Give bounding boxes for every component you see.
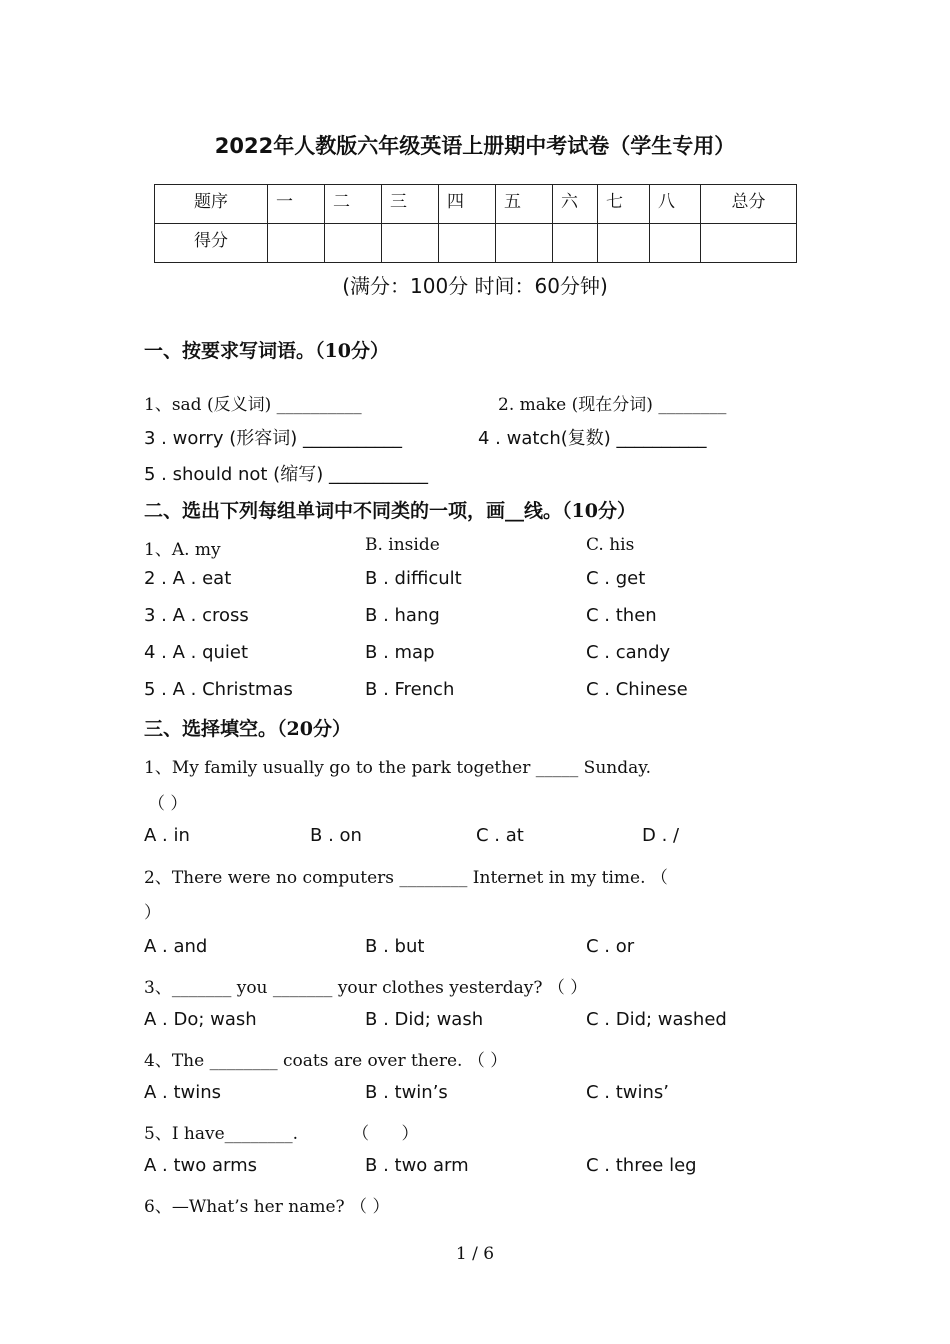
s3-q1-opt-d: D . / xyxy=(642,825,680,846)
s1-q3: 3 . worry (形容词) ___________ xyxy=(144,428,402,449)
exam-note: (满分：100分 时间：60分钟) xyxy=(342,274,608,298)
s2-r1-c: C. his xyxy=(586,535,635,555)
s2-r5-a: 5 . A . Christmas xyxy=(144,679,293,700)
page-number: 1 / 6 xyxy=(455,1244,495,1264)
score-header-cell: 八 xyxy=(650,185,701,224)
s2-r3-b: B . hang xyxy=(365,605,440,626)
s3-q3-opt-a: A . Do; wash xyxy=(144,1009,257,1030)
s3-q5-opt-b: B . two arm xyxy=(365,1155,469,1176)
score-header-cell: 题序 xyxy=(155,185,268,224)
score-header-cell: 总分 xyxy=(701,185,797,224)
s3-q4-opt-b: B . twin’s xyxy=(365,1082,448,1103)
score-table-score-row xyxy=(155,224,797,263)
s2-r3-a: 3 . A . cross xyxy=(144,605,249,626)
section1-heading-score: （10分） xyxy=(315,340,389,362)
s2-r4-a: 4 . A . quiet xyxy=(144,642,249,663)
score-cell[interactable] xyxy=(701,224,797,263)
score-table-header-row xyxy=(155,185,797,224)
section3-heading-main: 三、选择填空。 xyxy=(144,718,278,740)
score-cell[interactable] xyxy=(598,224,650,263)
section2-heading-score: （10分） xyxy=(562,500,636,522)
s3-q2-paren: ） xyxy=(144,903,161,923)
s1-q2: 2. make (现在分词) ________ xyxy=(498,395,727,415)
s3-q1-paren: （ ） xyxy=(148,794,188,814)
score-cell[interactable] xyxy=(325,224,382,263)
s2-r1-a: 1、A. my xyxy=(144,540,221,560)
score-header-cell: 二 xyxy=(325,185,382,224)
score-header-cell: 六 xyxy=(553,185,598,224)
s3-q3-opt-c: C . Did; washed xyxy=(586,1009,727,1030)
s3-q4-text: 4、The ________ coats are over there. （ ） xyxy=(144,1051,508,1071)
section2-heading xyxy=(144,496,636,523)
section1-heading-main: 一、按要求写词语。 xyxy=(144,340,316,362)
s2-r5-c: C . Chinese xyxy=(586,679,688,700)
s3-q4-opt-a: A . twins xyxy=(144,1082,222,1103)
s3-q5-opt-c: C . three leg xyxy=(586,1155,697,1176)
score-header-cell: 五 xyxy=(496,185,553,224)
s1-q4: 4 . watch(复数) __________ xyxy=(478,428,707,449)
s3-q6-text: 6、—What’s her name? （ ） xyxy=(144,1197,390,1217)
section1-heading xyxy=(144,336,389,363)
s3-q5-text: 5、I have________. （ ） xyxy=(144,1124,419,1144)
s3-q2-opt-c: C . or xyxy=(586,936,635,957)
section2-heading-main: 二、选出下列每组单词中不同类的一项，画__线。 xyxy=(144,500,563,522)
s2-r3-c: C . then xyxy=(586,605,657,626)
score-cell[interactable] xyxy=(650,224,701,263)
s3-q2-opt-a: A . and xyxy=(144,936,208,957)
score-header-cell: 四 xyxy=(439,185,496,224)
s3-q1-opt-c: C . at xyxy=(476,825,524,846)
s3-q1-opt-b: B . on xyxy=(310,825,362,846)
s3-q4-opt-c: C . twins’ xyxy=(586,1082,670,1103)
s3-q5-opt-a: A . two arms xyxy=(144,1155,258,1176)
score-cell[interactable] xyxy=(553,224,598,263)
score-cell[interactable] xyxy=(382,224,439,263)
s3-q3-opt-b: B . Did; wash xyxy=(365,1009,484,1030)
s2-r2-b: B . difficult xyxy=(365,568,462,589)
s2-r1-b: B. inside xyxy=(365,535,440,555)
s2-r4-c: C . candy xyxy=(586,642,671,663)
s3-q2-text: 2、There were no computers ________ Internet in my time. （ xyxy=(144,868,668,888)
section3-heading xyxy=(144,714,351,741)
score-header-cell: 三 xyxy=(382,185,439,224)
score-cell[interactable] xyxy=(268,224,325,263)
s2-r5-b: B . French xyxy=(365,679,455,700)
score-table xyxy=(154,184,797,263)
s3-q2-opt-b: B . but xyxy=(365,936,425,957)
s1-q5: 5 . should not (缩写) ___________ xyxy=(144,464,428,485)
score-header-cell: 一 xyxy=(268,185,325,224)
s2-r2-a: 2 . A . eat xyxy=(144,568,232,589)
score-header-cell: 七 xyxy=(598,185,650,224)
s2-r2-c: C . get xyxy=(586,568,646,589)
s3-q3-text: 3、_______ you _______ your clothes yesterday? （ ） xyxy=(144,978,588,998)
s3-q1-opt-a: A . in xyxy=(144,825,190,846)
s1-q1: 1、sad (反义词) __________ xyxy=(144,395,362,415)
score-cell[interactable] xyxy=(439,224,496,263)
section3-heading-score: （20分） xyxy=(277,718,351,740)
s3-q1-text: 1、My family usually go to the park together _____ Sunday. xyxy=(144,758,651,778)
s2-r4-b: B . map xyxy=(365,642,435,663)
page-title: 2022年人教版六年级英语上册期中考试卷（学生专用） xyxy=(214,134,736,158)
score-cell[interactable] xyxy=(496,224,553,263)
score-row-label: 得分 xyxy=(155,224,268,263)
